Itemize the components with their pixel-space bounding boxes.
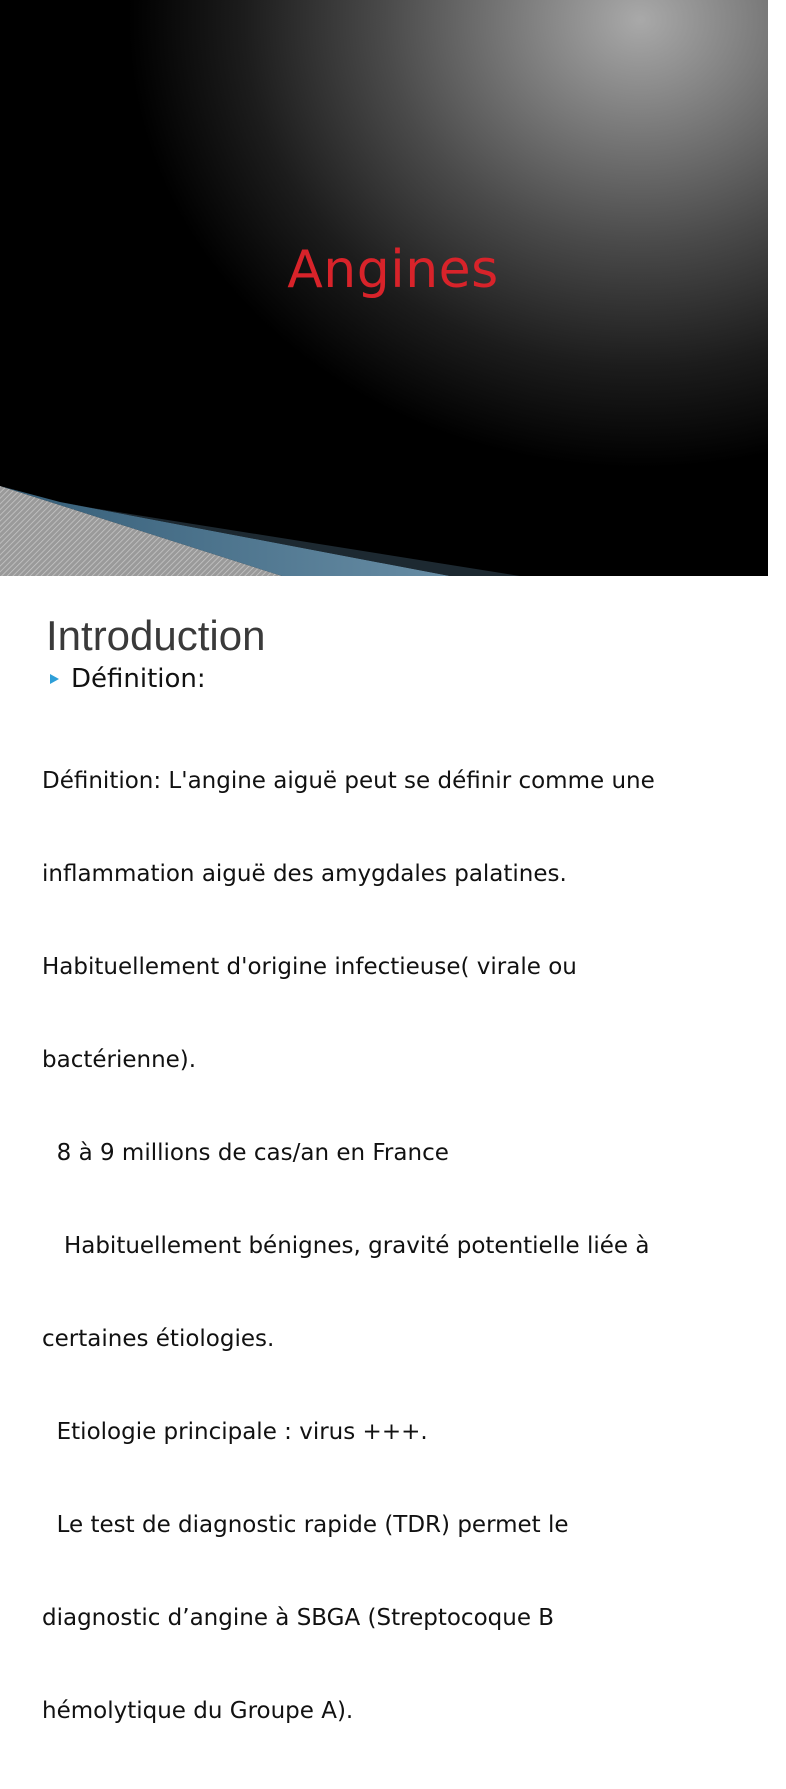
body-text	[42, 704, 752, 1789]
body-line: certaines étiologies.	[42, 1326, 275, 1352]
bullet-item	[50, 664, 206, 694]
title-slide	[0, 0, 768, 576]
body-line: 8 à 9 millions de cas/an en France	[42, 1140, 449, 1166]
body-line: Habituellement bénignes, gravité potentielle liée à	[42, 1233, 650, 1259]
body-line: Le test de diagnostic rapide (TDR) permet le	[42, 1512, 569, 1538]
triangle-bullet-icon	[50, 674, 59, 684]
bullet-label: Définition:	[71, 664, 206, 694]
slide-heading: Introduction	[46, 612, 266, 659]
body-line: inflammation aiguë des amygdales palatines.	[42, 861, 567, 887]
body-line: Habituellement d'origine infectieuse( virale ou	[42, 954, 577, 980]
introduction-slide	[0, 576, 768, 1724]
slide-title: Angines	[287, 240, 499, 300]
body-line: Etiologie principale : virus +++.	[42, 1419, 428, 1445]
body-line: hémolytique du Groupe A).	[42, 1698, 354, 1724]
body-line: Définition: L'angine aiguë peut se définir comme une	[42, 768, 655, 794]
body-line: bactérienne).	[42, 1047, 197, 1073]
body-line: diagnostic d’angine à SBGA (Streptocoque B	[42, 1605, 555, 1631]
